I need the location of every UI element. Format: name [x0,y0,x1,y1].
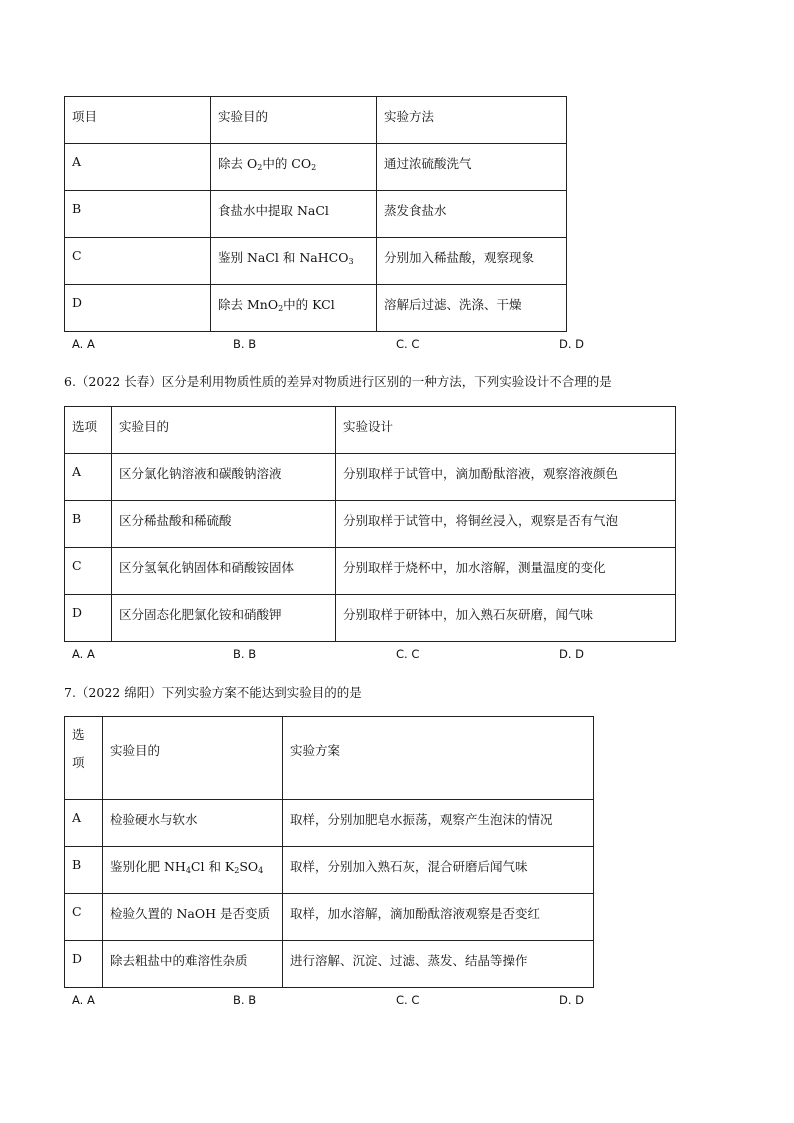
option-c[interactable]: C. C [396,337,420,351]
table-row [65,548,676,595]
option-b[interactable]: B. B [233,337,257,351]
goal-cell: 除去 MnO$_2$中的 KCl [211,285,377,332]
item-cell: A [65,144,211,191]
item-cell: C [65,894,103,941]
option-b[interactable]: B. B [233,647,257,661]
table-header-row [65,717,594,800]
item-cell: D [65,941,103,988]
header-cell: 实验方法 [377,97,567,144]
goal-cell: 区分固态化肥氯化铵和硝酸钾 [112,595,336,642]
goal-cell: 鉴别化肥 $NH_4Cl$ 和 $K_2SO_4$ [103,847,283,894]
table-header-row [65,407,676,454]
plan-cell: 取样，加水溶解，滴加酚酞溶液观察是否变红 [283,894,594,941]
method-cell: 溶解后过滤、洗涤、干燥 [377,285,567,332]
table-3 [64,716,594,988]
goal-cell: 区分稀盐酸和稀硫酸 [112,501,336,548]
goal-cell: 食盐水中提取 NaCl [211,191,377,238]
item-cell: B [65,847,103,894]
table-row [65,454,676,501]
design-cell: 分别取样于研钵中，加入熟石灰研磨，闻气味 [336,595,676,642]
option-a[interactable]: A. A [72,993,95,1007]
item-cell: D [65,595,112,642]
method-cell: 通过浓硫酸洗气 [377,144,567,191]
header-cell: 实验目的 [103,717,283,800]
table-row [65,191,567,238]
header-cell: 选项 [65,407,112,454]
table-row [65,847,594,894]
goal-cell: 区分氢氧化钠固体和硝酸铵固体 [112,548,336,595]
table-row [65,800,594,847]
design-cell: 分别取样于试管中，将铜丝浸入，观察是否有气泡 [336,501,676,548]
goal-cell: 除去 $O_2$中的 $CO_2$ [211,144,377,191]
table-row [65,144,567,191]
item-cell: C [65,548,112,595]
plan-cell: 取样，分别加入熟石灰，混合研磨后闻气味 [283,847,594,894]
item-cell: B [65,191,211,238]
table-row [65,238,567,285]
header-cell: 实验方案 [283,717,594,800]
header-bottom: 项 [72,755,85,770]
option-a[interactable]: A. A [72,647,95,661]
plan-cell: 取样，分别加肥皂水振荡，观察产生泡沫的情况 [283,800,594,847]
method-cell: 蒸发食盐水 [377,191,567,238]
plan-cell: 进行溶解、沉淀、过滤、蒸发、结晶等操作 [283,941,594,988]
table-2 [64,406,676,642]
option-d[interactable]: D. D [559,647,585,661]
header-cell: 项目 [65,97,211,144]
table-row [65,941,594,988]
header-top: 选 [72,727,85,742]
item-cell: D [65,285,211,332]
item-cell: A [65,454,112,501]
option-d[interactable]: D. D [559,337,585,351]
option-d[interactable]: D. D [559,993,585,1007]
goal-cell: 区分氯化钠溶液和碳酸钠溶液 [112,454,336,501]
header-cell: 实验目的 [211,97,377,144]
header-cell: 实验目的 [112,407,336,454]
table-row [65,501,676,548]
question-6-text: 6.（2022 长春）区分是利用物质性质的差异对物质进行区别的一种方法，下列实验设计不合理的是 [64,374,612,389]
item-cell: C [65,238,211,285]
goal-cell: 鉴别 NaCl 和 NaHCO$_3$ [211,238,377,285]
question-7-text: 7.（2022 绵阳）下列实验方案不能达到实验目的的是 [64,685,362,700]
table-row [65,285,567,332]
table-header-row [65,97,567,144]
table-row [65,894,594,941]
item-cell: A [65,800,103,847]
option-c[interactable]: C. C [396,647,420,661]
table-1 [64,96,567,332]
design-cell: 分别取样于试管中，滴加酚酞溶液，观察溶液颜色 [336,454,676,501]
design-cell: 分别取样于烧杯中，加水溶解，测量温度的变化 [336,548,676,595]
goal-cell: 除去粗盐中的难溶性杂质 [103,941,283,988]
table-row [65,595,676,642]
item-cell: B [65,501,112,548]
option-b[interactable]: B. B [233,993,257,1007]
header-cell: 实验设计 [336,407,676,454]
goal-cell: 检验硬水与软水 [103,800,283,847]
goal-cell: 检验久置的 NaOH 是否变质 [103,894,283,941]
option-c[interactable]: C. C [396,993,420,1007]
method-cell: 分别加入稀盐酸，观察现象 [377,238,567,285]
option-a[interactable]: A. A [72,337,95,351]
header-cell [65,717,103,800]
